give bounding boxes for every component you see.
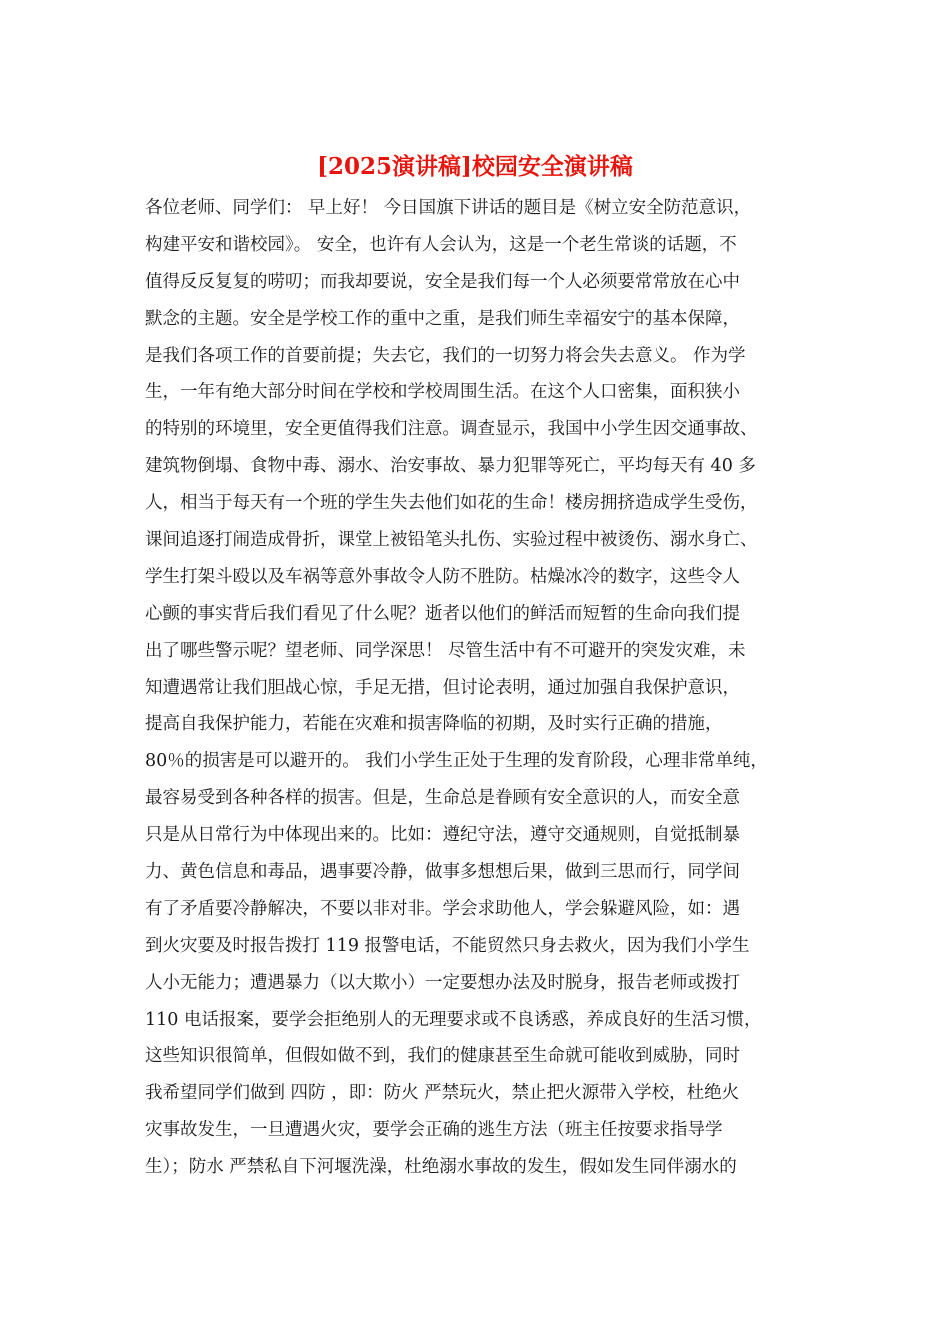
body-line: 人，相当于每天有一个班的学生失去他们如花的生命！楼房拥挤造成学生受伤， <box>145 493 758 514</box>
body-line: 的特别的环境里，安全更值得我们注意。调查显示，我国中小学生因交通事故、 <box>145 419 758 440</box>
body-line: 灾事故发生，一旦遭遇火灾，要学会正确的逃生方法（班主任按要求指导学 <box>145 1120 723 1141</box>
body-line: 最容易受到各种各样的损害。但是，生命总是眷顾有安全意识的人，而安全意 <box>145 788 740 809</box>
document-title: [2025演讲稿]校园安全演讲稿 <box>317 153 633 180</box>
body-line: 各位老师、同学们： 早上好！ 今日国旗下讲话的题目是《树立安全防范意识， <box>145 198 752 218</box>
body-line: 课间追逐打闹造成骨折，课堂上被铅笔头扎伤、实验过程中被烫伤、溺水身亡、 <box>145 530 758 551</box>
body-line: 生，一年有绝大部分时间在学校和学校周围生活。在这个人口密集，面积狭小 <box>145 382 740 403</box>
body-line: 110 电话报案，要学会拒绝别人的无理要求或不良诱惑，养成良好的生活习惯， <box>145 1009 762 1030</box>
body-line: 有了矛盾要冷静解决，不要以非对非。学会求助他人，学会躲避风险，如：遇 <box>145 898 740 919</box>
body-line: 值得反反复复的唠叨；而我却要说，安全是我们每一个人必须要常常放在心中 <box>145 271 740 292</box>
body-line: 出了哪些警示呢？望老师、同学深思！ 尽管生活中有不可避开的突发灾难，未 <box>145 640 746 661</box>
body-line: 构建平安和谐校园》。 安全，也许有人会认为，这是一个老生常谈的话题，不 <box>145 234 737 255</box>
body-line: 知遭遇常让我们胆战心惊，手足无措，但讨论表明，通过加强自我保护意识， <box>145 677 740 698</box>
body-line: 这些知识很简单，但假如做不到，我们的健康甚至生命就可能收到威胁，同时 <box>145 1046 740 1067</box>
body-line: 是我们各项工作的首要前提；失去它，我们的一切努力将会失去意义。 作为学 <box>145 345 746 366</box>
body-line: 到火灾要及时报告拨打 119 报警电话，不能贸然只身去救火，因为我们小学生 <box>145 935 750 956</box>
body-line: 学生打架斗殴以及车祸等意外事故令人防不胜防。枯燥冰冷的数字，这些令人 <box>145 566 740 587</box>
body-line: 我希望同学们做到 四防 ，即：防火 严禁玩火，禁止把火源带入学校，杜绝火 <box>145 1083 740 1104</box>
body-line: 力、黄色信息和毒品，遇事要冷静，做事多想想后果，做到三思而行，同学间 <box>145 862 740 883</box>
document-body <box>145 190 835 1186</box>
body-line: 只是从日常行为中体现出来的。比如：遵纪守法，遵守交通规则，自觉抵制暴 <box>145 825 740 846</box>
body-line: 默念的主题。安全是学校工作的重中之重，是我们师生幸福安宁的基本保障， <box>145 308 740 329</box>
body-line: 提高自我保护能力，若能在灾难和损害降临的初期，及时实行正确的措施， <box>145 714 723 735</box>
body-line: 80％的损害是可以避开的。 我们小学生正处于生理的发育阶段，心理非常单纯， <box>145 751 768 772</box>
body-line: 建筑物倒塌、食物中毒、溺水、治安事故、暴力犯罪等死亡，平均每天有 40 多 <box>145 456 756 477</box>
body-line: 生）；防水 严禁私自下河堰洗澡，杜绝溺水事故的发生，假如发生同伴溺水的 <box>145 1157 737 1178</box>
body-line: 人小无能力；遭遇暴力（以大欺小）一定要想办法及时脱身，报告老师或拨打 <box>145 972 740 993</box>
body-line: 心颤的事实背后我们看见了什么呢？逝者以他们的鲜活而短暂的生命向我们提 <box>145 603 740 624</box>
